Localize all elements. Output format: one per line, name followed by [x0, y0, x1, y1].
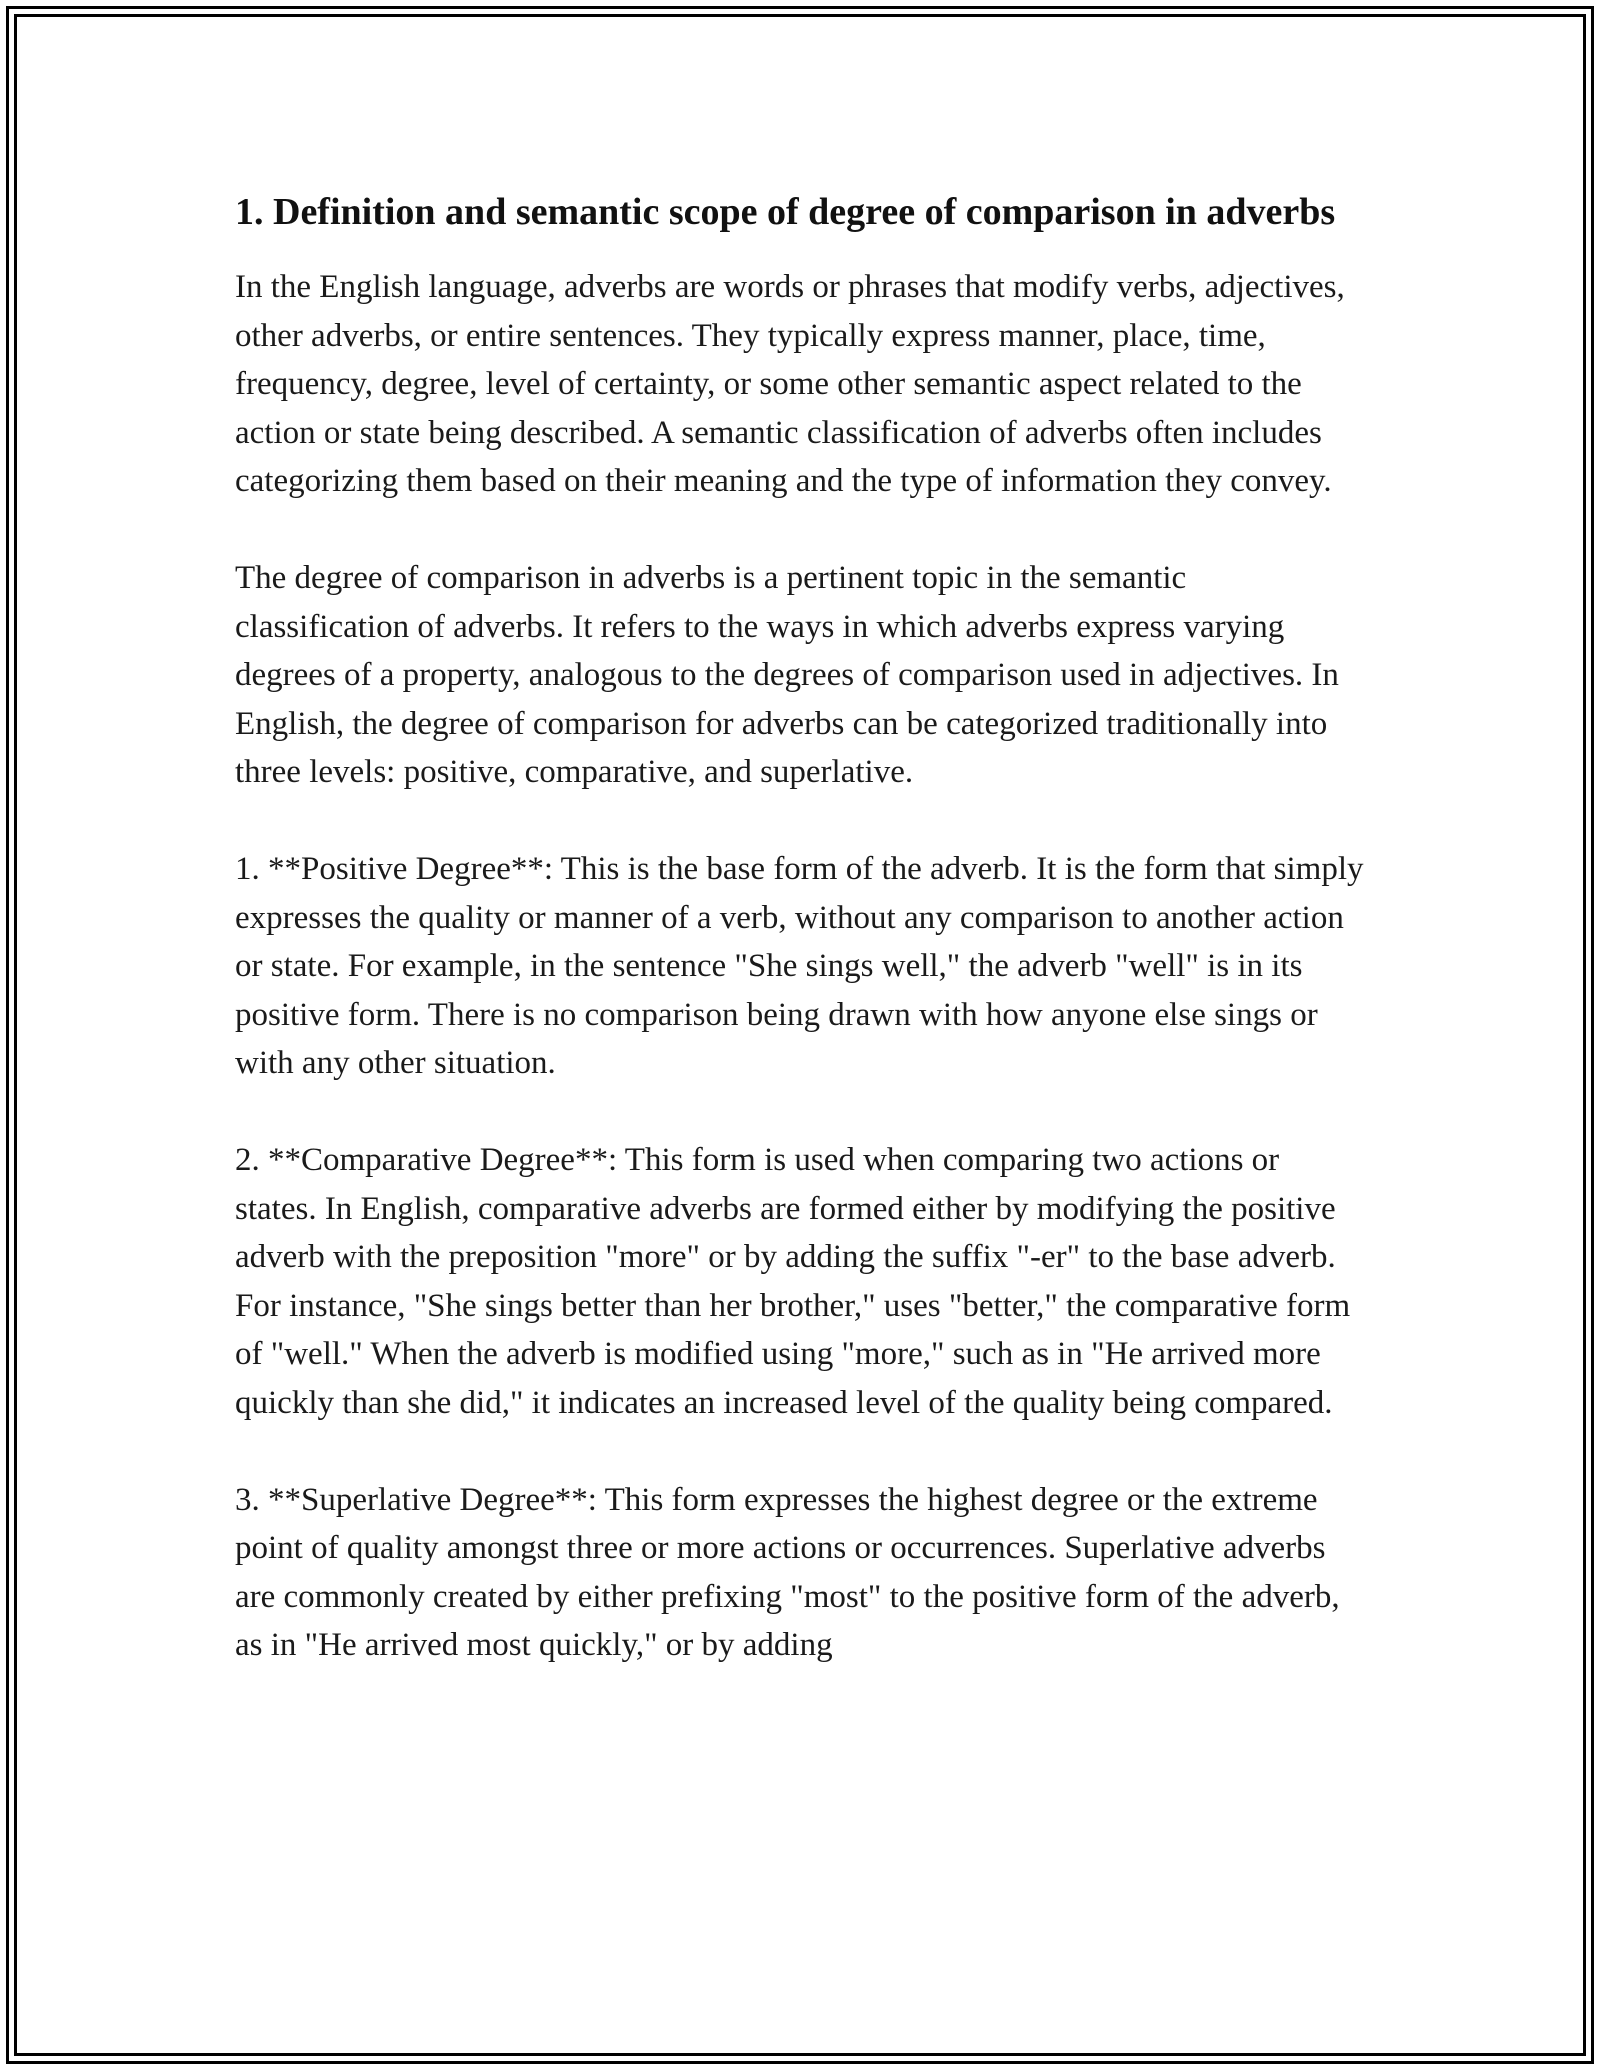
paragraph-positive-degree: 1. **Positive Degree**: This is the base form of the adverb. It is the form that simply expresses the quality or manner of a verb, without any comparison to another action or state. For example, in the sentence "She sings well," the adverb "well" is in its positive form. There is no comparison being drawn with how anyone else sings or with any other situation.	[235, 851, 1364, 1081]
paragraph-adverbs-intro: In the English language, adverbs are words or phrases that modify verbs, adjectives, other adverbs, or entire sentences. They typically express manner, place, time, frequency, degree, level of certainty, or some other semantic aspect related to the action or state being described. A semantic classification of adverbs often includes categorizing them based on their meaning and the type of information they convey.	[235, 269, 1345, 499]
paragraph-superlative-degree: 3. **Superlative Degree**: This form expresses the highest degree or the extreme point of quality amongst three or more actions or occurrences. Superlative adverbs are commonly created by either prefixing "most" to the positive form of the adverb, as in "He arrived most quickly," or by adding	[235, 1481, 1340, 1663]
paragraph-degree-of-comparison: The degree of comparison in adverbs is a pertinent topic in the semantic classification of adverbs. It refers to the ways in which adverbs express varying degrees of a property, analogous to the degrees of comparison used in adjectives. In English, the degree of comparison for adverbs can be categorized traditionally into three levels: positive, comparative, and superlative.	[235, 560, 1339, 790]
document-body	[235, 185, 1365, 1718]
section-heading: 1. Definition and semantic scope of degree of comparison in adverbs	[235, 191, 1336, 233]
paragraph-comparative-degree: 2. **Comparative Degree**: This form is used when comparing two actions or states. In English, comparative adverbs are formed either by modifying the positive adverb with the preposition "more" or by adding the suffix "-er" to the base adverb. For instance, "She sings better than her brother," uses "better," the comparative form of "well." When the adverb is modified using "more," such as in "He arrived more quickly than she did," it indicates an increased level of the quality being compared.	[235, 1142, 1351, 1421]
